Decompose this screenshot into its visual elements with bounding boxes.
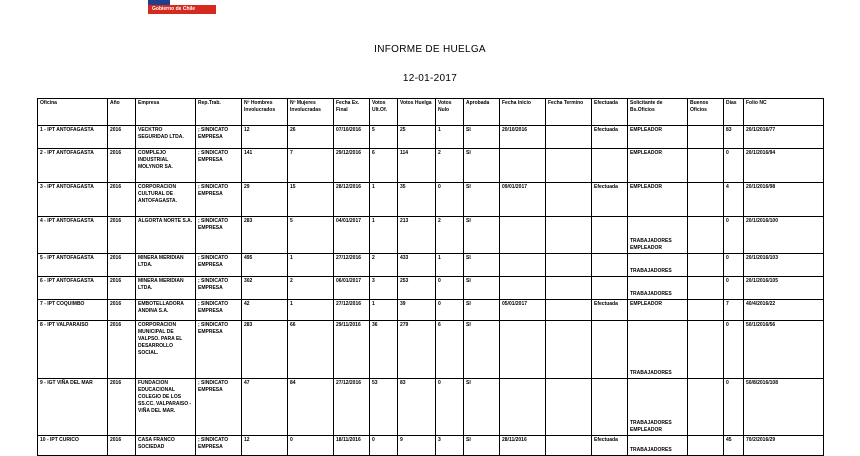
strike-report-table [37,98,824,456]
table-cell: 20/1/2016/100 [744,217,824,254]
table-cell: Efectuada [592,183,628,217]
table-cell: 2 [436,217,464,254]
table-cell: SI [464,254,500,277]
table-cell: 253 [398,277,436,300]
table-row [38,149,824,183]
table-cell [688,300,724,321]
table-cell: 53 [370,379,398,436]
table-cell [592,254,628,277]
table-cell: CORPORACION MUNICIPAL DE VALPSO. PARA EL DESARROLLO SOCIAL. [136,321,196,379]
table-cell: 9 [398,436,436,456]
table-cell: CASA FRANCO SOCIEDAD [136,436,196,456]
table-cell [500,149,546,183]
column-header: Fecha Ex. Final [334,99,370,126]
table-cell [546,300,592,321]
report-date: 12-01-2017 [402,73,458,84]
table-cell: 1 [436,254,464,277]
table-cell [688,217,724,254]
table-cell [688,379,724,436]
table-cell: EMBOTELLADORA ANDINA S.A. [136,300,196,321]
table-cell: 20/1/2016/94 [744,149,824,183]
gobierno-logo [148,0,216,14]
table-cell: 2016 [108,183,136,217]
table-cell: 495 [242,254,288,277]
table-cell: SI [464,277,500,300]
table-cell [546,254,592,277]
table-cell: SI [464,379,500,436]
table-cell [688,436,724,456]
table-cell: 2016 [108,436,136,456]
table-cell: 18/11/2016 [334,436,370,456]
table-row [38,126,824,149]
table-cell: 3 [436,436,464,456]
table-row [38,300,824,321]
table-cell: 3 [370,277,398,300]
table-cell: COMPLEJO INDUSTRIAL MOLYNOR SA. [136,149,196,183]
table-cell [546,217,592,254]
table-cell: 2016 [108,300,136,321]
logo-text: Gobierno de Chile [152,6,196,12]
table-cell: SI [464,300,500,321]
column-header: Nº Hombres Involucrados [242,99,288,126]
table-cell: 0 [724,254,744,277]
table-cell: 84 [288,379,334,436]
table-cell: 2016 [108,217,136,254]
table-cell: 04/01/2017 [334,217,370,254]
table-cell: 66 [288,321,334,379]
table-cell: 2016 [108,126,136,149]
column-header: Fecha Termino [546,99,592,126]
column-header: Fecha Inicio [500,99,546,126]
table-cell: 83 [724,126,744,149]
table-cell: ; SINDICATO EMPRESA [196,300,242,321]
table-cell: 1 [370,300,398,321]
table-cell: SI [464,126,500,149]
table-cell: 2 - IPT ANTOFAGASTA [38,149,108,183]
table-cell: 0 [724,277,744,300]
table-cell: 0 [370,436,398,456]
table-cell: SI [464,183,500,217]
column-header: Efectuada [592,99,628,126]
table-cell [500,277,546,300]
table-cell [546,379,592,436]
table-cell: 3 - IPT ANTOFAGASTA [38,183,108,217]
table-cell: 279 [398,321,436,379]
table-cell: 9 - IGT VIÑA DEL MAR [38,379,108,436]
table-cell: 4 - IPT ANTOFAGASTA [38,217,108,254]
table-cell [688,183,724,217]
column-header: Solicitante de Bs.Oficios [628,99,688,126]
table-cell: Efectuada [592,436,628,456]
table-cell: EMPLEADOR [628,183,688,217]
table-cell: 20/1/2016/103 [744,254,824,277]
table-cell: 7 [724,300,744,321]
table-cell: 07/10/2016 [334,126,370,149]
table-row [38,379,824,436]
table-cell: 2 [288,277,334,300]
table-cell: ; SINDICATO EMPRESA [196,254,242,277]
table-cell: 6 [370,149,398,183]
table-cell: EMPLEADOR [628,126,688,149]
table-cell: 20/10/2016 [500,126,546,149]
table-cell: 0 [724,379,744,436]
table-cell: 283 [242,217,288,254]
table-cell: 40/4/2016/22 [744,300,824,321]
table-cell [592,149,628,183]
table-cell: 20/1/2016/105 [744,277,824,300]
table-cell: EMPLEADOR [628,149,688,183]
table-cell: 26 [288,126,334,149]
table-cell: 1 - IPT ANTOFAGASTA [38,126,108,149]
table-cell: 09/01/2017 [500,183,546,217]
table-cell: 27/12/2016 [334,300,370,321]
table-cell: 4 [724,183,744,217]
table-cell [546,183,592,217]
table-cell: SI [464,217,500,254]
table-cell: 2016 [108,379,136,436]
table-cell: 1 [370,183,398,217]
table-cell: 0 [288,436,334,456]
table-cell: 0 [724,149,744,183]
table-cell: 6 - IPT ANTOFAGASTA [38,277,108,300]
table-cell: ; SINDICATO EMPRESA [196,379,242,436]
table-cell: ; SINDICATO EMPRESA [196,321,242,379]
table-cell: 2016 [108,149,136,183]
table-cell: 0 [724,217,744,254]
table-cell [688,321,724,379]
report-title: INFORME DE HUELGA [374,44,486,55]
column-header: Año [108,99,136,126]
table-cell: TRABAJADORES EMPLEADOR [628,217,688,254]
table-cell [546,277,592,300]
table-cell: TRABAJADORES [628,321,688,379]
table-cell: 50/8/2016/108 [744,379,824,436]
table-cell [688,126,724,149]
table-cell: 10 - IPT CURICO [38,436,108,456]
table-cell: MINERA MERIDIAN LTDA. [136,254,196,277]
column-header: Votos Huelga [398,99,436,126]
table-cell: SI [464,321,500,379]
table-cell: 39 [398,300,436,321]
table-cell [688,277,724,300]
column-header: Días [724,99,744,126]
table-cell: 433 [398,254,436,277]
table-cell: ; SINDICATO EMPRESA [196,126,242,149]
table-cell: TRABAJADORES [628,436,688,456]
table-cell [688,254,724,277]
table-cell: 5 - IPT ANTOFAGASTA [38,254,108,277]
table-cell: 2 [370,254,398,277]
table-cell: 29 [242,183,288,217]
table-row [38,217,824,254]
table-cell: 28/12/2016 [334,183,370,217]
table-cell: TRABAJADORES [628,254,688,277]
table-cell: ; SINDICATO EMPRESA [196,149,242,183]
table-cell [500,379,546,436]
table-cell: 27/12/2016 [334,379,370,436]
table-cell: ; SINDICATO EMPRESA [196,436,242,456]
table-cell: 45 [724,436,744,456]
table-cell: 2 [436,149,464,183]
table-cell: 2016 [108,277,136,300]
table-cell: 05/01/2017 [500,300,546,321]
table-cell: 15 [288,183,334,217]
table-cell: Efectuada [592,300,628,321]
table-cell [592,277,628,300]
table-cell [500,321,546,379]
table-cell: SI [464,149,500,183]
table-cell: 7 [288,149,334,183]
table-cell [546,436,592,456]
table-cell: 1 [370,217,398,254]
table-cell: 213 [398,217,436,254]
table-cell: 1 [436,126,464,149]
table-cell: EMPLEADOR [628,300,688,321]
column-header: Rep.Trab. [196,99,242,126]
column-header: Votos Nulo [436,99,464,126]
table-cell: 25 [398,126,436,149]
table-cell: 6 [436,321,464,379]
table-cell [592,379,628,436]
table-cell: 2016 [108,321,136,379]
column-header: Empresa [136,99,196,126]
table-cell: 0 [436,277,464,300]
table-row [38,277,824,300]
table-cell: 7 - IPT COQUIMBO [38,300,108,321]
table-cell: ; SINDICATO EMPRESA [196,217,242,254]
table-cell: 12 [242,436,288,456]
column-header: Aprobada [464,99,500,126]
table-cell: 27/12/2016 [334,254,370,277]
table-cell: 141 [242,149,288,183]
table-cell [546,321,592,379]
table-cell [688,149,724,183]
table-cell: Efectuada [592,126,628,149]
table-cell: MINERA MERIDIAN LTDA. [136,277,196,300]
table-cell: 12 [242,126,288,149]
table-cell: CORPORACION CULTURAL DE ANTOFAGASTA. [136,183,196,217]
table-cell: 1 [288,300,334,321]
table-cell: 50/1/2016/56 [744,321,824,379]
table-cell: VECKTRO SEGURIDAD LTDA. [136,126,196,149]
table-cell [592,217,628,254]
table-cell [546,126,592,149]
table-cell: 0 [724,321,744,379]
table-cell: 35 [398,183,436,217]
column-header: Folio NC [744,99,824,126]
table-cell: TRABAJADORES [628,277,688,300]
column-header: Nº Mujeres Involucradas [288,99,334,126]
table-cell: 20/1/2016/98 [744,183,824,217]
table-header-row [38,99,824,126]
table-cell: 5 [288,217,334,254]
column-header: Votos Ult.Of. [370,99,398,126]
table-cell: ALGORTA NORTE S.A. [136,217,196,254]
table-cell: 28/11/2016 [500,436,546,456]
table-row [38,183,824,217]
table-cell: FUNDACION EDUCACIONAL COLEGIO DE LOS SS.CC. VALPARAISO - VIÑA DEL MAR. [136,379,196,436]
table-cell: 0 [436,183,464,217]
table-cell: 8 - IPT VALPARAISO [38,321,108,379]
table-cell: 114 [398,149,436,183]
table-cell: ; SINDICATO EMPRESA [196,183,242,217]
table-cell: TRABAJADORES EMPLEADOR [628,379,688,436]
column-header: Oficina [38,99,108,126]
table-row [38,254,824,277]
table-cell: 0 [436,379,464,436]
table-cell [500,254,546,277]
table-cell: 47 [242,379,288,436]
table-cell: 0 [436,300,464,321]
table-cell: 29/12/2016 [334,149,370,183]
table-row [38,436,824,456]
table-cell [500,217,546,254]
table-cell: 302 [242,277,288,300]
table-cell: 29/11/2016 [334,321,370,379]
table-cell: 42 [242,300,288,321]
table-cell: ; SINDICATO EMPRESA [196,277,242,300]
table-cell [546,149,592,183]
table-cell: 2016 [108,254,136,277]
table-cell: SI [464,436,500,456]
table-cell: 20/1/2016/77 [744,126,824,149]
column-header: Buenos Oficios [688,99,724,126]
table-row [38,321,824,379]
table-cell: 06/01/2017 [334,277,370,300]
table-cell [592,321,628,379]
table-cell: 283 [242,321,288,379]
table-cell: 36 [370,321,398,379]
table-cell: 5 [370,126,398,149]
table-cell: 70/2/2016/29 [744,436,824,456]
table-cell: 83 [398,379,436,436]
table-cell: 1 [288,254,334,277]
